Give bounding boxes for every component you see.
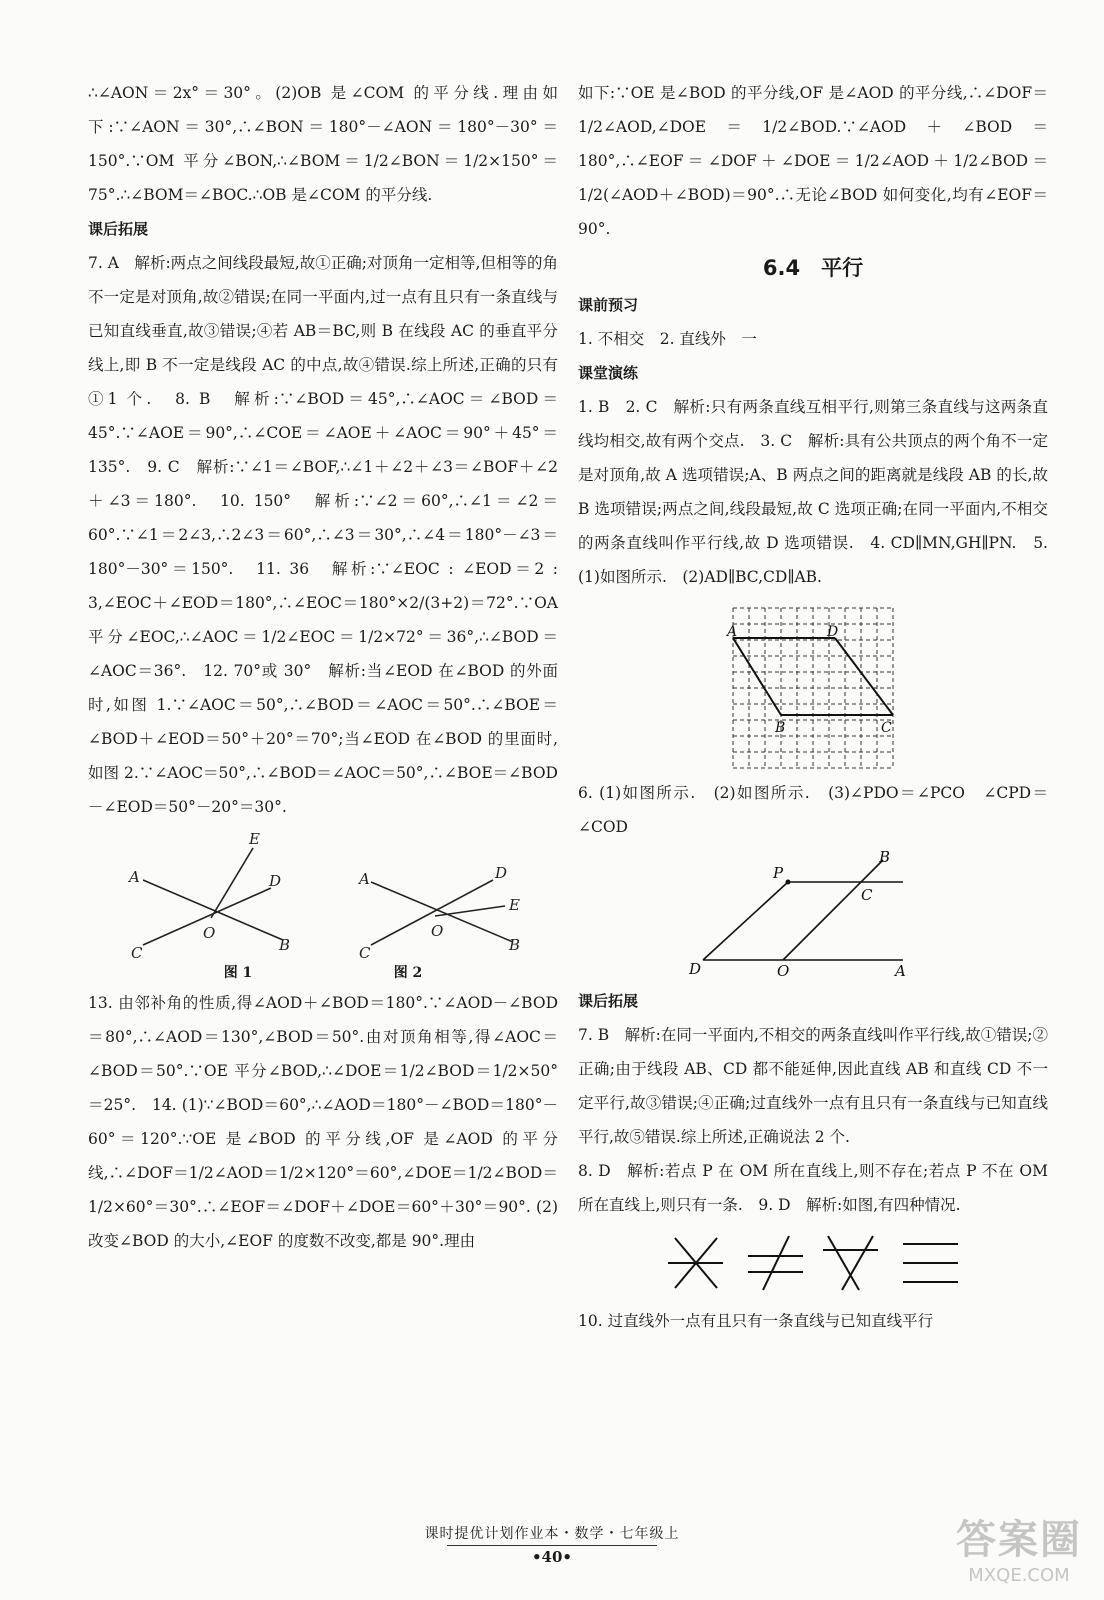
four-cases-figure	[663, 1228, 963, 1298]
grid-label-a: A	[727, 624, 738, 640]
fig2-label-b: B	[509, 936, 521, 954]
fig1-label-o: O	[203, 924, 216, 942]
fig1-label-c: C	[131, 944, 143, 960]
answer-text: 8. D 解析:若点 P 在 OM 所在直线上,则不存在;若点 P 不在 OM 所在直线上,则只有一条. 9. D 解析:如图,有四种情况.	[578, 1162, 1048, 1214]
section-heading: 课前预习	[578, 296, 639, 314]
book-title: 课时提优计划作业本・数学・七年级上	[424, 1526, 680, 1542]
watermark-logo	[956, 1508, 1082, 1586]
answer-text: 10. 过直线外一点有且只有一条直线与已知直线平行	[578, 1312, 934, 1330]
figure-6	[683, 850, 943, 980]
case-three-lines-three-points	[823, 1236, 878, 1290]
case-three-parallel-lines	[903, 1244, 958, 1282]
fig1-label-d: D	[269, 872, 282, 890]
fig6-label-a: A	[895, 962, 906, 980]
case-three-lines-one-point	[668, 1238, 723, 1288]
dashed-grid	[733, 608, 893, 768]
case-two-parallel-one-crossing	[748, 1236, 803, 1290]
answer-text: 7. A 解析:两点之间线段最短,故①正确;对顶角一定相等,但相等的角不一定是对顶角,故②错误;在同一平面内,过一点有且只有一条直线与已知直线垂直,故③错误;④若 AB＝BC,则 B 在线段 AC 的垂直平分线上,即 B 不一定是线段 AC 的中点,故④错误.综上所述,正确的只有①1 个. 8. B 解析:∵∠BOD＝45°,∴∠AOC＝∠BOD＝45°.∵∠AOE＝90°,∴∠COE＝∠AOE＋∠AOC＝90°＋45°＝135°. 9. C 解析:∵∠1＝∠BOF,∴∠1＋∠2＋∠3＝∠BOF＋∠2＋∠3＝180°. 10. 150° 解析:∵∠2＝60°,∴∠1＝∠2＝60°.∵∠1＝2∠3,∴2∠3＝60°,∴∠3＝30°,∴∠4＝180°－∠3＝180°－30°＝150°. 11. 36 解析:∵∠EOC : ∠EOD＝2 : 3,∠EOC＋∠EOD＝180°,∴∠EOC＝180°×2/(3+2)＝72°.∵OA 平分∠EOC,∴∠AOC＝1/2∠EOC＝1/2×72°＝36°,∴∠BOD＝∠AOC＝36°. 12. 70°或 30° 解析:当∠EOD 在∠BOD 的外面时,如图 1.∵∠AOC＝50°,∴∠BOD＝∠AOC＝50°.∴∠BOE＝∠BOD＋∠EOD＝50°＋20°＝70°;当∠EOD 在∠BOD 的里面时,如图 2.∵∠AOC＝50°,∴∠BOD＝∠AOC＝50°,∴∠BOE＝∠BOD－∠EOD＝50°－20°＝30°.	[88, 254, 558, 816]
grid-label-c: C	[881, 720, 892, 736]
page-number: •40•	[531, 1548, 573, 1566]
figure-1-caption: 图 1	[223, 965, 253, 981]
fig6-label-p: P	[773, 864, 784, 882]
fig2-label-c: C	[359, 944, 371, 960]
section-title: 6.4 平行	[762, 256, 864, 280]
fig1-label-b: B	[279, 936, 291, 954]
section-heading: 课后拓展	[88, 220, 149, 238]
answer-text: 7. B 解析:在同一平面内,不相交的两条直线叫作平行线,故①错误;②正确;由于线段 AB、CD 都不能延伸,因此直线 AB 和直线 CD 不一定平行,故③错误;④正确;过直线外一点有且只有一条直线与已知直线平行,故⑤错误.综上所述,正确说法 2 个.	[578, 1026, 1048, 1146]
watermark-url: MXQE.COM	[968, 1565, 1070, 1586]
ray-oe	[211, 848, 253, 918]
answer-text: 如下:∵OE 是∠BOD 的平分线,OF 是∠AOD 的平分线,∴∠DOF＝1/2∠AOD,∠DOE＝1/2∠BOD.∵∠AOD＋∠BOD＝180°,∴∠EOF＝∠DOF＋∠DOE＝1/2∠AOD＋1/2∠BOD＝1/2(∠AOD＋∠BOD)＝90°.∴无论∠BOD 如何变化,均有∠EOF＝90°.	[578, 84, 1048, 238]
answer-text: 1. 不相交 2. 直线外 一	[578, 330, 757, 348]
answer-text: 13. 由邻补角的性质,得∠AOD＋∠BOD＝180°.∵∠AOD－∠BOD＝80°,∴∠AOD＝130°,∠BOD＝50°.由对顶角相等,得∠AOC＝∠BOD＝50°.∵OE 平分∠BOD,∴∠DOE＝1/2∠BOD＝1/2×50°＝25°. 14. (1)∵∠BOD＝60°,∴∠AOD＝180°－∠BOD＝180°－60°＝120°.∵OE 是∠BOD 的平分线,OF 是∠AOD 的平分线,∴∠DOF＝1/2∠AOD＝1/2×120°＝60°,∠DOE＝1/2∠BOD＝1/2×60°＝30°.∴∠EOF＝∠DOF＋∠DOE＝60°＋30°＝90°. (2)改变∠BOD 的大小,∠EOF 的度数不改变,都是 90°.理由	[88, 994, 558, 1250]
parallelogram-abcd	[733, 638, 893, 715]
watermark-brand: 答案圈	[956, 1517, 1082, 1563]
figure-2-caption: 图 2	[393, 965, 423, 981]
point-p	[786, 880, 791, 885]
fig1-label-e: E	[249, 830, 260, 848]
answer-text: ∴∠AON＝2x°＝30°。(2)OB 是∠COM 的平分线.理由如下:∵∠AON＝30°,∴∠BON＝180°－∠AON＝180°－30°＝150°.∵OM 平分∠BON,∴∠BOM＝1/2∠BON＝1/2×150°＝75°.∴∠BOM＝∠BOC.∴OB 是∠COM 的平分线.	[88, 84, 558, 204]
line-dp	[703, 882, 788, 960]
section-heading: 课后拓展	[578, 992, 639, 1010]
grid-label-b: B	[775, 720, 786, 736]
answer-text: 1. B 2. C 解析:只有两条直线互相平行,则第三条直线与这两条直线均相交,故有两个交点. 3. C 解析:具有公共顶点的两个角不一定是对顶角,故 A 选项错误;A、B 两点之间的距离就是线段 AB 的长,故 B 选项错误;两点之间,线段最短,故 C 选项正确;在同一平面内,不相交的两条直线叫作平行线,故 D 选项错误. 4. CD∥MN,GH∥PN. 5. (1)如图所示. (2)AD∥BC,CD∥AB.	[578, 398, 1048, 586]
right-column	[578, 76, 1048, 1338]
footer	[0, 1523, 1104, 1566]
fig2-label-e: E	[509, 896, 520, 914]
fig2-label-a: A	[359, 870, 370, 888]
grid-parallelogram-figure	[723, 600, 903, 770]
grid-label-d: D	[827, 624, 839, 640]
fig6-label-d: D	[689, 960, 702, 978]
fig2-label-d: D	[495, 864, 508, 882]
ray-oe-2	[435, 906, 505, 916]
fig6-label-o: O	[777, 962, 790, 980]
answer-text: 6. (1)如图所示. (2)如图所示. (3)∠PDO＝∠PCO ∠CPD＝∠COD	[578, 784, 1048, 836]
section-heading: 课堂演练	[578, 364, 639, 382]
fig6-label-b: B	[879, 850, 891, 866]
fig1-label-a: A	[129, 868, 140, 886]
line-ob	[783, 860, 883, 960]
fig2-label-o: O	[431, 922, 444, 940]
fig6-label-c: C	[861, 886, 873, 904]
left-column	[88, 76, 558, 1258]
figure-1-and-2	[93, 830, 553, 960]
